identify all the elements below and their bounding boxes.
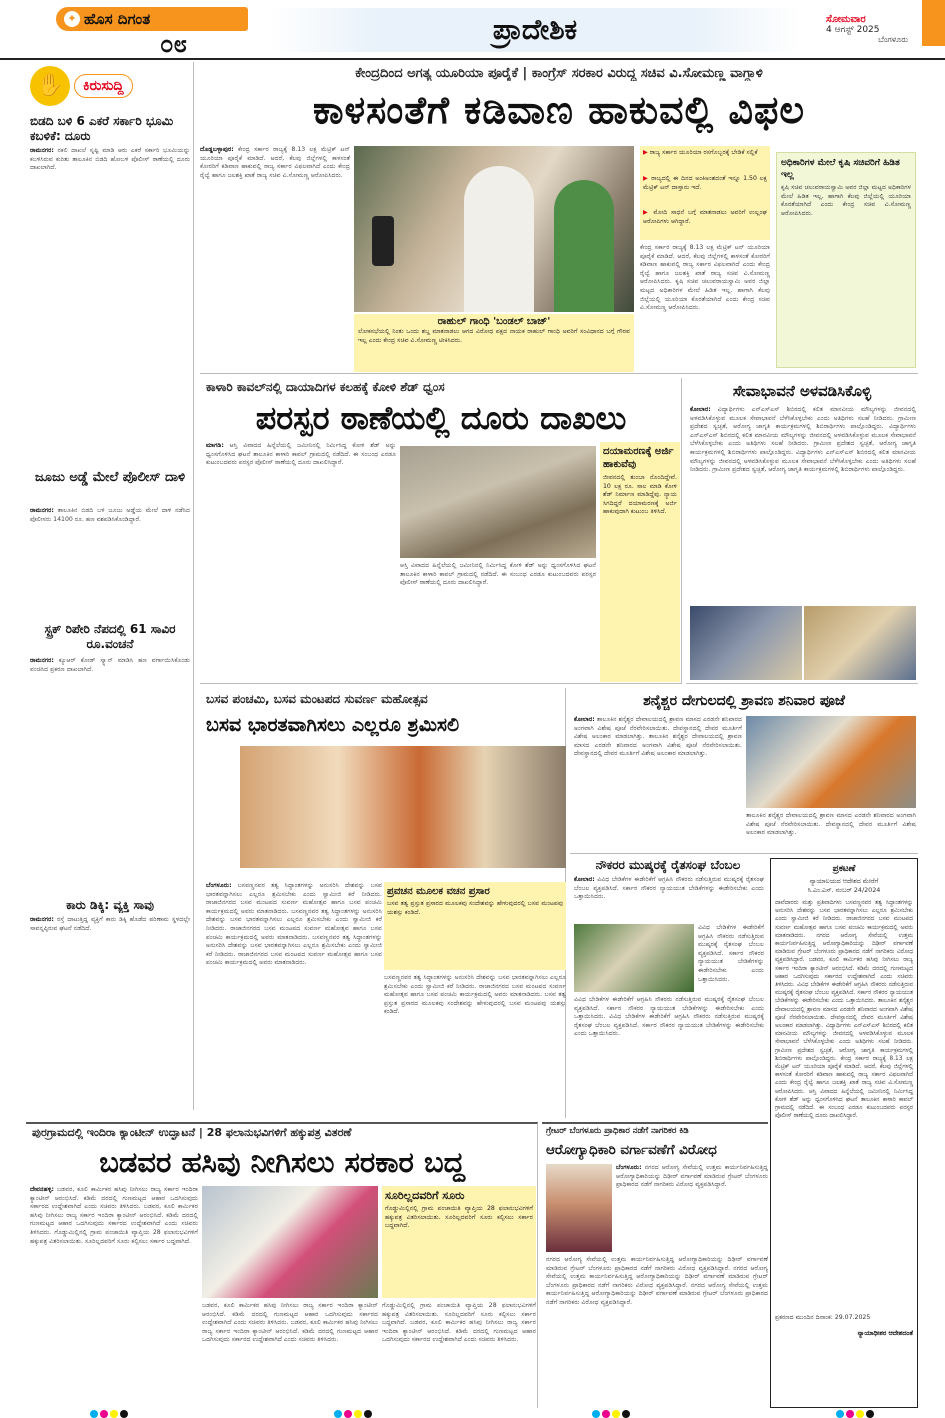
notice-body: ದಾವೆದಾರರು ಮತ್ತು ಪ್ರತಿವಾದಿಗಳು ಬಸವಣ್ಣನವರ ತತ್ವ ಸಿದ್ಧಾಂತಗಳನ್ನು ಅನುಸರಿಸಿ ದೇಶವನ್ನು ಬಸವ ಭಾರತವನ್ನಾಗಿಸಲು ಎಲ್ಲರೂ ಶ್ರಮಿಸಬೇಕು ಎಂದು ಸ್ವಾಮೀಜಿ ಕರೆ ನೀಡಿದರು. ರಾಜಾಜಿನಗರದ ಬಸವ ಮಂಟಪದ ಸುವರ್ಣ ಮಹೋತ್ಸವ ಹಾಗೂ ಬಸವ ಪಂಚಮಿ ಕಾರ್ಯಕ್ರಮದಲ್ಲಿ ಅವರು ಮಾತನಾಡಿದರು. ನಗರದ ಆರೋಗ್ಯ ಸೇವೆಯಲ್ಲಿ ಉತ್ತಮ ಕಾರ್ಯನಿರ್ವಹಿಸುತ್ತಿದ್ದ ಆರೋಗ್ಯಾಧಿಕಾರಿಯನ್ನು ದಿಢೀರ್ ವರ್ಗಾವಣೆ ಮಾಡಿರುವ ಗ್ರೇಟರ್ ಬೆಂಗಳೂರು ಪ್ರಾಧಿಕಾರದ ನಡೆಗೆ ನಾಗರಿಕರು ವಿರೋಧ ವ್ಯಕ್ತಪಡಿಸಿದ್ದಾರೆ. ಬಡವರ, ಕೂಲಿ ಕಾರ್ಮಿಕರ ಹಸಿವು ನೀಗಿಸಲು ರಾಜ್ಯ ಸರ್ಕಾರ ಇಂದಿರಾ ಕ್ಯಾಂಟೀನ್ ಆರಂಭಿಸಿದೆ. ಕಡಿಮೆ ದರದಲ್ಲಿ ಗುಣಮಟ್ಟದ ಆಹಾರ ಒದಗಿಸುವುದು ಸರ್ಕಾರದ ಉದ್ದೇಶವಾಗಿದೆ ಎಂದು ಸಚಿವರು ತಿಳಿಸಿದರು. ವಿವಿಧ ಬೇಡಿಕೆಗಳ ಈಡೇರಿಕೆಗೆ ಆಗ್ರಹಿಸಿ ನೌಕರರು ನಡೆಸುತ್ತಿರುವ ಮುಷ್ಕರಕ್ಕೆ ರೈತಸಂಘ ಬೆಂಬಲ ವ್ಯಕ್ತಪಡಿಸಿದೆ. ಸರ್ಕಾರ ನೌಕರರ ನ್ಯಾಯಯುತ ಬೇಡಿಕೆಗಳನ್ನು ಈಡೇರಿಸಬೇಕು ಎಂದು ಒತ್ತಾಯಿಸಿದರು. ತಾಲೂಕಿನ ಶನೈಶ್ಚರ ದೇವಾಲಯದಲ್ಲಿ ಶ್ರಾವಣ ಮಾಸದ ಎರಡನೇ ಶನಿವಾರದ ಅಂಗವಾಗಿ ವಿಶೇಷ ಪೂಜೆ ನೆರವೇರಿಸಲಾಯಿತು. ದೇವಸ್ಥಾನದಲ್ಲಿ ದೇವರ ಮೂರ್ತಿಗೆ ವಿಶೇಷ ಅಲಂಕಾರ ಮಾಡಲಾಗಿತ್ತು. ವಿದ್ಯಾರ್ಥಿಗಳು ಎನ್‌ಎಸ್‌ಎಸ್ ಶಿಬಿರದಲ್ಲಿ ಕಲಿತ ಮಾನವೀಯ ಮೌಲ್ಯಗಳನ್ನು ಜೀವನದಲ್ಲಿ ಅಳವಡಿಸಿಕೊಳ್ಳುವ ಮೂಲಕ ಸೇವಾಭಾವನೆ ಬೆಳೆಸಿಕೊಳ್ಳಬೇಕು ಎಂದು ಅತಿಥಿಗಳು ಸಲಹೆ ನೀಡಿದರು. ಗ್ರಾಮೀಣ ಪ್ರದೇಶದ ಸ್ವಚ್ಛತೆ, ಆರೋಗ್ಯ ಜಾಗೃತಿ ಕಾರ್ಯಕ್ರಮಗಳಲ್ಲಿ ಶಿಬಿರಾರ್ಥಿಗಳು ಪಾಲ್ಗೊಂಡಿದ್ದರು. ಕೇಂದ್ರ ಸರ್ಕಾರ ರಾಜ್ಯಕ್ಕೆ 8.13 ಲಕ್ಷ ಮೆಟ್ರಿಕ್ ಟನ್ ಯೂರಿಯಾ ಪೂರೈಕೆ ಮಾಡಿದೆ. ಆದರೆ, ಕೆಲವು ಜಿಲ್ಲೆಗಳಲ್ಲಿ ಕಾಳಸಂತೆ ಕೋರರಿಗೆ ಕಡಿವಾಣ ಹಾಕುವಲ್ಲಿ ರಾಜ್ಯ ಸರ್ಕಾರ ವಿಫಲವಾಗಿದೆ ಎಂದು ಕೇಂದ್ರ ರೈಲ್ವೆ ಹಾಗೂ ಜಲಶಕ್ತಿ ಖಾತೆ ರಾಜ್ಯ ಸಚಿವ ವಿ.ಸೋಮಣ್ಣ ಆರೋಪಿಸಿದರು. ಆಸ್ತಿ ವಿವಾದದ ಹಿನ್ನೆಲೆಯಲ್ಲಿ ಜಮೀನಿನಲ್ಲಿ ನಿರ್ಮಿಸಿದ್ದ ಕೋಳಿ ಶೆಡ್ ಅನ್ನು ಧ್ವಂಸಗೊಳಿಸಿದ ಘಟನೆ ತಾಲೂಕಿನ ಕಾಳಾರಿ ಕಾವಲ್ ಗ್ರಾಮದಲ್ಲಿ ನಡೆದಿದೆ. ಈ ಸಂಬಂಧ ಎರಡೂ ಕುಟುಂಬದವರು ಪರಸ್ಪರ ಪೊಲೀಸ್ ಠಾಣೆಯಲ್ಲಿ ದೂರು ದಾಖಲಿಸಿದ್ದಾರೆ. (775, 900, 913, 1120)
registration-marks (836, 1410, 876, 1418)
dateline: ಕೋಲಾರ: (574, 716, 595, 723)
date-block (826, 14, 916, 45)
lead-bullets (640, 146, 770, 240)
story-basava (200, 688, 566, 1118)
lead-body (200, 146, 350, 368)
body-text: ವಿದ್ಯಾರ್ಥಿಗಳು ಎನ್‌ಎಸ್‌ಎಸ್ ಶಿಬಿರದಲ್ಲಿ ಕಲಿತ ಮಾನವೀಯ ಮೌಲ್ಯಗಳನ್ನು ಜೀವನದಲ್ಲಿ ಅಳವಡಿಸಿಕೊಳ್ಳುವ ಮೂಲಕ ಸೇವಾಭಾವನೆ ಬೆಳೆಸಿಕೊಳ್ಳಬೇಕು ಎಂದು ಅತಿಥಿಗಳು ಸಲಹೆ ನೀಡಿದರು. ಗ್ರಾಮೀಣ ಪ್ರದೇಶದ ಸ್ವಚ್ಛತೆ, ಆರೋಗ್ಯ ಜಾಗೃತಿ ಕಾರ್ಯಕ್ರಮಗಳಲ್ಲಿ ಶಿಬಿರಾರ್ಥಿಗಳು ಪಾಲ್ಗೊಂಡಿದ್ದರು. (690, 406, 916, 431)
page-number: ೦೮ (160, 30, 187, 58)
story-body-continued: ಆಸ್ತಿ ವಿವಾದದ ಹಿನ್ನೆಲೆಯಲ್ಲಿ ಜಮೀನಿನಲ್ಲಿ ನಿರ್ಮಿಸಿದ್ದ ಕೋಳಿ ಶೆಡ್ ಅನ್ನು ಧ್ವಂಸಗೊಳಿಸಿದ ಘಟನೆ ತಾಲೂಕಿನ ಕಾಳಾರಿ ಕಾವಲ್ ಗ್ರಾಮದಲ್ಲಿ ನಡೆದಿದೆ. ಈ ಸಂಬಂಧ ಎರಡೂ ಕುಟುಂಬದವರು ಪರಸ್ಪರ ಪೊಲೀಸ್ ಠಾಣೆಯಲ್ಲಿ ದೂರು ದಾಖಲಿಸಿದ್ದಾರೆ. (400, 562, 596, 587)
dateline: ಕೋಲಾರ: (690, 406, 711, 413)
dateline: ಬೆಂಗಳೂರು: (206, 882, 232, 889)
short-news-body (30, 147, 190, 443)
body-text: ಬಸವಣ್ಣನವರ ತತ್ವ ಸಿದ್ಧಾಂತಗಳನ್ನು ಅನುಸರಿಸಿ ದೇಶವನ್ನು ಬಸವ ಭಾರತವನ್ನಾಗಿಸಲು ಎಲ್ಲರೂ ಶ್ರಮಿಸಬೇಕು ಎಂದು ಸ್ವಾಮೀಜಿ ಕರೆ ನೀಡಿದರು. ರಾಜಾಜಿನಗರದ ಬಸವ ಮಂಟಪದ ಸುವರ್ಣ ಮಹೋತ್ಸವ ಹಾಗೂ ಬಸವ ಪಂಚಮಿ ಕಾರ್ಯಕ್ರಮದಲ್ಲಿ ಅವರು ಮಾತನಾಡಿದರು. (206, 882, 382, 915)
bullet-item: ▶ ರಾಜ್ಯದಲ್ಲಿ ಈ ದಿನದ ಅಂಕಿಅಂಶದಂತೆ ಇನ್ನೂ 1.50 ಲಕ್ಷ ಮೆಟ್ರಿಕ್ ಟನ್ ದಾಸ್ತಾನು ಇದೆ. (643, 175, 767, 191)
story-strike (570, 856, 766, 1118)
caption-text: ಲೋಕಸಭೆಯಲ್ಲಿ ನಿಂತು ಒಂದು ಶಬ್ದ ಮಾತನಾಡಲು ಆಗದ ವಿರೋಧ ಪಕ್ಷದ ನಾಯಕ ರಾಹುಲ್ ಗಾಂಧಿ ಅವರಿಗೆ ಸಂವಿಧಾನದ ಬಗ್ಗೆ ಗೌರವ ಇಲ್ಲ ಎಂದು ಕೇಂದ್ರ ಸಚಿವ ವಿ.ಸೋಮಣ್ಣ ಟೀಕಿಸಿದರು. (358, 328, 630, 344)
short-news-title: ಜೂಜು ಅಡ್ಡೆ ಮೇಲೆ ಪೊಲೀಸ್ ದಾಳಿ (34, 470, 186, 485)
body-text: ರಸ್ತೆ ದಾಟುತ್ತಿದ್ದ ವ್ಯಕ್ತಿಗೆ ಕಾರು ಡಿಕ್ಕಿ ಹೊಡೆದ ಪರಿಣಾಮ ಸ್ಥಳದಲ್ಲೇ ಸಾವನ್ನಪ್ಪಿರುವ ಘಟನೆ ನಡೆದಿದೆ. (30, 916, 190, 932)
lead-sidebar (776, 152, 916, 368)
legal-notice (770, 858, 918, 1408)
box-title: ದಯಾಮರಣಕ್ಕೆ ಅರ್ಜಿ ಹಾಕುವೆವು (603, 446, 674, 470)
officer-photo (546, 1164, 612, 1252)
box-title: ಪ್ರವಚನ ಮೂಲಕ ವಚನ ಪ್ರಸಾರ (387, 886, 490, 897)
story-temple (570, 688, 918, 854)
story-canteen (26, 1122, 538, 1408)
magenta-dot (602, 1410, 610, 1418)
yellow-dot (612, 1410, 620, 1418)
story-service (686, 378, 918, 684)
lead-kicker: ಕೇಂದ್ರದಿಂದ ಅಗತ್ಯ ಯೂರಿಯಾ ಪೂರೈಕೆ | ಕಾಂಗ್ರೆಸ್ ಸರಕಾರ ವಿರುದ್ಧ ಸಚಿವ ವಿ.ಸೋಮಣ್ಣ ವಾಗ್ದಾಳಿ (355, 66, 763, 81)
section-banner (270, 8, 800, 52)
black-dot (622, 1410, 630, 1418)
black-dot (866, 1410, 874, 1418)
story-body-continued: ನಗರದ ಆರೋಗ್ಯ ಸೇವೆಯಲ್ಲಿ ಉತ್ತಮ ಕಾರ್ಯನಿರ್ವಹಿಸುತ್ತಿದ್ದ ಆರೋಗ್ಯಾಧಿಕಾರಿಯನ್ನು ದಿಢೀರ್ ವರ್ಗಾವಣೆ ಮಾಡಿರುವ ಗ್ರೇಟರ್ ಬೆಂಗಳೂರು ಪ್ರಾಧಿಕಾರದ ನಡೆಗೆ ನಾಗರಿಕರು ವಿರೋಧ ವ್ಯಕ್ತಪಡಿಸಿದ್ದಾರೆ. ನಗರದ ಆರೋಗ್ಯ ಸೇವೆಯಲ್ಲಿ ಉತ್ತಮ ಕಾರ್ಯನಿರ್ವಹಿಸುತ್ತಿದ್ದ ಆರೋಗ್ಯಾಧಿಕಾರಿಯನ್ನು ದಿಢೀರ್ ವರ್ಗಾವಣೆ ಮಾಡಿರುವ ಗ್ರೇಟರ್ ಬೆಂಗಳೂರು ಪ್ರಾಧಿಕಾರದ ನಡೆಗೆ ನಾಗರಿಕರು ವಿರೋಧ ವ್ಯಕ್ತಪಡಿಸಿದ್ದಾರೆ. ನಗರದ ಆರೋಗ್ಯ ಸೇವೆಯಲ್ಲಿ ಉತ್ತಮ ಕಾರ್ಯನಿರ್ವಹಿಸುತ್ತಿದ್ದ ಆರೋಗ್ಯಾಧಿಕಾರಿಯನ್ನು ದಿಢೀರ್ ವರ್ಗಾವಣೆ ಮಾಡಿರುವ ಗ್ರೇಟರ್ ಬೆಂಗಳೂರು ಪ್ರಾಧಿಕಾರದ ನಡೆಗೆ ನಾಗರಿಕರು ವಿರೋಧ ವ್ಯಕ್ತಪಡಿಸಿದ್ದಾರೆ. (546, 1256, 768, 1306)
dateline: ದೇವನಹಳ್ಳಿ: (30, 1186, 54, 1193)
bullet-item: ▶ ಮೋದಿ ಸಾಧನೆ ಬಗ್ಗೆ ಮಾತನಾಡಲು ಅವರಿಗೆ ಉಲ್ಲಂಘ ಆರೋಪಿಗಳು ಆಗಿದ್ದಾರೆ. (643, 209, 767, 225)
cyan-dot (592, 1410, 600, 1418)
story-body (616, 1164, 768, 1252)
short-news-body (30, 657, 190, 903)
story-body (574, 876, 764, 920)
short-news-title: ಬಿಡದಿ ಬಳಿ 6 ಎಕರೆ ಸರ್ಕಾರಿ ಭೂಮಿ ಕಬಳಿಕೆ: ದೂರು (30, 114, 174, 143)
notice-title: ಪ್ರಕಟಣೆ (832, 864, 856, 874)
story-kicker: ಬಸವ ಪಂಚಮಿ, ಬಸವ ಮಂಟಪದ ಸುವರ್ಣ ಮಹೋತ್ಸವ (206, 692, 428, 706)
city: ಬೆಂಗಳೂರು (878, 35, 908, 44)
story-box (382, 1186, 536, 1298)
registration-marks (592, 1410, 632, 1418)
lead-photo (354, 146, 634, 312)
story-body: ಕೋಲಾರ: ತಾಲೂಕಿನ ಶನೈಶ್ಚರ ದೇವಾಲಯದಲ್ಲಿ ಶ್ರಾವಣ ಮಾಸದ ಎರಡನೇ ಶನಿವಾರದ ಅಂಗವಾಗಿ ವಿಶೇಷ ಪೂಜೆ ನೆರವೇರಿಸಲಾಯಿತು. ದೇವಸ್ಥಾನದಲ್ಲಿ ದೇವರ ಮೂರ್ತಿಗೆ ವಿಶೇಷ ಅಲಂಕಾರ ಮಾಡಲಾಗಿತ್ತು. ತಾಲೂಕಿನ ಶನೈಶ್ಚರ ದೇವಾಲಯದಲ್ಲಿ ಶ್ರಾವಣ ಮಾಸದ ಎರಡನೇ ಶನಿವಾರದ ಅಂಗವಾಗಿ ವಿಶೇಷ ಪೂಜೆ ನೆರವೇರಿಸಲಾಯಿತು. ದೇವಸ್ಥಾನದಲ್ಲಿ ದೇವರ ಮೂರ್ತಿಗೆ ವಿಶೇಷ ಅಲಂಕಾರ ಮಾಡಲಾಗಿತ್ತು. (574, 716, 742, 758)
registration-marks (90, 1410, 130, 1418)
hand-icon: ✋ (30, 66, 70, 106)
ceremony-photo (240, 746, 566, 868)
short-news-4 (30, 898, 190, 1104)
body-text: ತಾಲೂಕಿನ ಶನೈಶ್ಚರ ದೇವಾಲಯದಲ್ಲಿ ಶ್ರಾವಣ ಮಾಸದ ಎರಡನೇ ಶನಿವಾರದ ಅಂಗವಾಗಿ ವಿಶೇಷ ಪೂಜೆ ನೆರವೇರಿಸಲಾಯಿತು. ದೇವಸ್ಥಾನದಲ್ಲಿ ದೇವರ ಮೂರ್ತಿಗೆ ವಿಶೇಷ ಅಲಂಕಾರ ಮಾಡಲಾಗಿತ್ತು. (574, 716, 742, 741)
lead-body-continued: ಕೇಂದ್ರ ಸರ್ಕಾರ ರಾಜ್ಯಕ್ಕೆ 8.13 ಲಕ್ಷ ಮೆಟ್ರಿಕ್ ಟನ್ ಯೂರಿಯಾ ಪೂರೈಕೆ ಮಾಡಿದೆ. ಆದರೆ, ಕೆಲವು ಜಿಲ್ಲೆಗಳಲ್ಲಿ ಕಾಳಸಂತೆ ಕೋರರಿಗೆ ಕಡಿವಾಣ ಹಾಕುವಲ್ಲಿ ರಾಜ್ಯ ಸರ್ಕಾರ ವಿಫಲವಾಗಿದೆ ಎಂದು ಕೇಂದ್ರ ರೈಲ್ವೆ ಹಾಗೂ ಜಲಶಕ್ತಿ ಖಾತೆ ರಾಜ್ಯ ಸಚಿವ ವಿ.ಸೋಮಣ್ಣ ಆರೋಪಿಸಿದರು. ಕೃಷಿ ಸಚಿವ ಚಲುವರಾಯಸ್ವಾಮಿ ಅವರ ಜಿಲ್ಲಾ ಮಟ್ಟದ ಅಧಿಕಾರಿಗಳ ಮೇಲೆ ಹಿಡಿತ ಇಲ್ಲ. ಹಾಗಾಗಿ ಕೆಲವು ಜಿಲ್ಲೆಯಲ್ಲಿ ಯೂರಿಯಾ ಕೊರತೆಯಾಗಿದೆ ಎಂದು ಕೇಂದ್ರ ಸಚಿವ ವಿ.ಸೋಮಣ್ಣ ಆರೋಪಿಸಿದರು. (640, 244, 770, 312)
box-body: ಜೀವನದಲ್ಲಿ ತುಂಬಾ ನೊಂದಿದ್ದೇವೆ. 10 ಲಕ್ಷ ರೂ. ಸಾಲ ಮಾಡಿ ಕೋಳಿ ಶೆಡ್ ನಿರ್ಮಾಣ ಮಾಡಿದ್ದೆವು. ನ್ಯಾಯ ಸಿಗದಿದ್ದರೆ ದಯಾಮರಣಕ್ಕೆ ಅರ್ಜಿ ಹಾಕುವುದಾಗಿ ಕುಟುಂಬ ತಿಳಿಸಿದೆ. (603, 474, 677, 516)
story-poultry-shed (200, 378, 682, 684)
body-text: ತಾಲೂಕಿನ ಬಿಡದಿ ಬಳಿ ಜೂಜು ಅಡ್ಡೆಯ ಮೇಲೆ ದಾಳಿ ನಡೆಸಿದ ಪೊಲೀಸರು 14100 ರೂ. ಹಣ ವಶಪಡಿಸಿಕೊಂಡಿದ್ದಾರೆ. (30, 507, 190, 523)
yellow-dot (354, 1410, 362, 1418)
microphone-icon (372, 216, 394, 266)
lead-headline: ಕಾಳಸಂತೆಗೆ ಕಡಿವಾಣ ಹಾಕುವಲ್ಲಿ ವಿಫಲ (313, 88, 805, 132)
magenta-dot (846, 1410, 854, 1418)
date: 4 ಆಗಸ್ಟ್ 2025 (826, 25, 880, 35)
story-body-continued: ಗೊಡ್ಡುಮಿಲ್ಲಿನಲ್ಲಿ ಗ್ರಾಮ ಪಂಚಾಯಿತಿ ವ್ಯಾಪ್ತಿಯ 28 ಫಲಾನುಭವಿಗಳಿಗೆ ಹಕ್ಕುಪತ್ರ ವಿತರಿಸಲಾಯಿತು. ಸೂರಿಲ್ಲದವರಿಗೆ ಸೂರು ಕಲ್ಪಿಸಲು ಸರ್ಕಾರ ಬದ್ಧವಾಗಿದೆ. ಬಡವರ, ಕೂಲಿ ಕಾರ್ಮಿಕರ ಹಸಿವು ನೀಗಿಸಲು ರಾಜ್ಯ ಸರ್ಕಾರ ಇಂದಿರಾ ಕ್ಯಾಂಟೀನ್ ಆರಂಭಿಸಿದೆ. ಕಡಿಮೆ ದರದಲ್ಲಿ ಗುಣಮಟ್ಟದ ಆಹಾರ ಒದಗಿಸುವುದು ಸರ್ಕಾರದ ಉದ್ದೇಶವಾಗಿದೆ ಎಂದು ಸಚಿವರು ತಿಳಿಸಿದರು. (382, 1302, 536, 1344)
short-news-body (30, 916, 190, 1104)
story-body: ಕೋಲಾರ: ವಿದ್ಯಾರ್ಥಿಗಳು ಎನ್‌ಎಸ್‌ಎಸ್ ಶಿಬಿರದಲ್ಲಿ ಕಲಿತ ಮಾನವೀಯ ಮೌಲ್ಯಗಳನ್ನು ಜೀವನದಲ್ಲಿ ಅಳವಡಿಸಿಕೊಳ್ಳುವ ಮೂಲಕ ಸೇವಾಭಾವನೆ ಬೆಳೆಸಿಕೊಳ್ಳಬೇಕು ಎಂದು ಅತಿಥಿಗಳು ಸಲಹೆ ನೀಡಿದರು. ಗ್ರಾಮೀಣ ಪ್ರದೇಶದ ಸ್ವಚ್ಛತೆ, ಆರೋಗ್ಯ ಜಾಗೃತಿ ಕಾರ್ಯಕ್ರಮಗಳಲ್ಲಿ ಶಿಬಿರಾರ್ಥಿಗಳು ಪಾಲ್ಗೊಂಡಿದ್ದರು. ವಿದ್ಯಾರ್ಥಿಗಳು ಎನ್‌ಎಸ್‌ಎಸ್ ಶಿಬಿರದಲ್ಲಿ ಕಲಿತ ಮಾನವೀಯ ಮೌಲ್ಯಗಳನ್ನು ಜೀವನದಲ್ಲಿ ಅಳವಡಿಸಿಕೊಳ್ಳುವ ಮೂಲಕ ಸೇವಾಭಾವನೆ ಬೆಳೆಸಿಕೊಳ್ಳಬೇಕು ಎಂದು ಅತಿಥಿಗಳು ಸಲಹೆ ನೀಡಿದರು. ಗ್ರಾಮೀಣ ಪ್ರದೇಶದ ಸ್ವಚ್ಛತೆ, ಆರೋಗ್ಯ ಜಾಗೃತಿ ಕಾರ್ಯಕ್ರಮಗಳಲ್ಲಿ ಶಿಬಿರಾರ್ಥಿಗಳು ಪಾಲ್ಗೊಂಡಿದ್ದರು. ವಿದ್ಯಾರ್ಥಿಗಳು ಎನ್‌ಎಸ್‌ಎಸ್ ಶಿಬಿರದಲ್ಲಿ ಕಲಿತ ಮಾನವೀಯ ಮೌಲ್ಯಗಳನ್ನು ಜೀವನದಲ್ಲಿ ಅಳವಡಿಸಿಕೊಳ್ಳುವ ಮೂಲಕ ಸೇವಾಭಾವನೆ ಬೆಳೆಸಿಕೊಳ್ಳಬೇಕು ಎಂದು ಅತಿಥಿಗಳು ಸಲಹೆ ನೀಡಿದರು. ಗ್ರಾಮೀಣ ಪ್ರದೇಶದ ಸ್ವಚ್ಛತೆ, ಆರೋಗ್ಯ ಜಾಗೃತಿ ಕಾರ್ಯಕ್ರಮಗಳಲ್ಲಿ ಶಿಬಿರಾರ್ಥಿಗಳು ಪಾಲ್ಗೊಂಡಿದ್ದರು. (690, 406, 916, 474)
cyan-dot (836, 1410, 844, 1418)
color-strip (922, 0, 945, 46)
story-headline: ಶನೈಶ್ಚರ ದೇಗುಲದಲ್ಲಿ ಶ್ರಾವಣ ಶನಿವಾರ ಪೂಜೆ (643, 693, 845, 709)
notice-line: ಸಿ.ಎಂ.ಎಸ್. ನಂಬರ್ 24/2024 (807, 886, 881, 894)
black-dot (120, 1410, 128, 1418)
story-headline: ಬಸವ ಭಾರತವಾಗಿಸಲು ಎಲ್ಲರೂ ಶ್ರಮಿಸಲಿ (206, 714, 460, 736)
lead-story (200, 62, 918, 374)
temple-photo (746, 716, 916, 808)
canteen-photo (202, 1186, 378, 1298)
short-news-body (30, 507, 190, 609)
body-text: ನಗರದ ಆರೋಗ್ಯ ಸೇವೆಯಲ್ಲಿ ಉತ್ತಮ ಕಾರ್ಯನಿರ್ವಹಿಸುತ್ತಿದ್ದ ಆರೋಗ್ಯಾಧಿಕಾರಿಯನ್ನು ದಿಢೀರ್ ವರ್ಗಾವಣೆ ಮಾಡಿರುವ ಗ್ರೇಟರ್ ಬೆಂಗಳೂರು ಪ್ರಾಧಿಕಾರದ ನಡೆಗೆ ನಾಗರಿಕರು ವಿರೋಧ ವ್ಯಕ್ತಪಡಿಸಿದ್ದಾರೆ. (616, 1164, 768, 1189)
story-body-continued: ಬಸವಣ್ಣನವರ ತತ್ವ ಸಿದ್ಧಾಂತಗಳನ್ನು ಅನುಸರಿಸಿ ದೇಶವನ್ನು ಬಸವ ಭಾರತವನ್ನಾಗಿಸಲು ಎಲ್ಲರೂ ಶ್ರಮಿಸಬೇಕು ಎಂದು ಸ್ವಾಮೀಜಿ ಕರೆ ನೀಡಿದರು. ರಾಜಾಜಿನಗರದ ಬಸವ ಮಂಟಪದ ಸುವರ್ಣ ಮಹೋತ್ಸವ ಹಾಗೂ ಬಸವ ಪಂಚಮಿ ಕಾರ್ಯಕ್ರಮದಲ್ಲಿ ಅವರು ಮಾತನಾಡಿದರು. ಬಸವ ತತ್ವ ಪ್ರಸ್ತುತ ಪ್ರಸಾರದ ಮೂಲಕವು ಸಂದೇಶವನ್ನು ಹೇಳುವುದರಲ್ಲಿ ಬಸವ ಮಂಟಪವು ಯಶಸ್ಸು ಕಂಡಿದೆ. (384, 974, 566, 1016)
story-kicker: ಗ್ರೇಟರ್ ಬೆಂಗಳೂರು ಪ್ರಾಧಿಕಾರ ನಡೆಗೆ ನಾಗರಿಕರ ಕಿಡಿ (546, 1126, 689, 1136)
story-kicker: ಕಾಳಾರಿ ಕಾವಲ್‌ನಲ್ಲಿ ದಾಯಾದಿಗಳ ಕಲಹಕ್ಕೆ ಕೋಳಿ ಶೆಡ್ ಧ್ವಂಸ (206, 380, 445, 394)
short-news-title: ಸ್ಟ್ರಕ್ ರಿಪೇರಿ ನೆಪದಲ್ಲಿ 61 ಸಾವಿರ ರೂ.ವಂಚನೆ (44, 622, 176, 651)
body-text: ವಿವಿಧ ಬೇಡಿಕೆಗಳ ಈಡೇರಿಕೆಗೆ ಆಗ್ರಹಿಸಿ ನೌಕರರು ನಡೆಸುತ್ತಿರುವ ಮುಷ್ಕರಕ್ಕೆ ರೈತಸಂಘ ಬೆಂಬಲ ವ್ಯಕ್ತಪಡಿಸಿದೆ. ಸರ್ಕಾರ ನೌಕರರ ನ್ಯಾಯಯುತ ಬೇಡಿಕೆಗಳನ್ನು ಈಡೇರಿಸಬೇಕು ಎಂದು ಒತ್ತಾಯಿಸಿದರು. (574, 876, 764, 901)
story-body-continued: ವಿವಿಧ ಬೇಡಿಕೆಗಳ ಈಡೇರಿಕೆಗೆ ಆಗ್ರಹಿಸಿ ನೌಕರರು ನಡೆಸುತ್ತಿರುವ ಮುಷ್ಕರಕ್ಕೆ ರೈತಸಂಘ ಬೆಂಬಲ ವ್ಯಕ್ತಪಡಿಸಿದೆ. ಸರ್ಕಾರ ನೌಕರರ ನ್ಯಾಯಯುತ ಬೇಡಿಕೆಗಳನ್ನು ಈಡೇರಿಸಬೇಕು ಎಂದು ಒತ್ತಾಯಿಸಿದರು. (698, 924, 764, 983)
short-news-header (30, 66, 190, 106)
body-text: ಆಸ್ತಿ ವಿವಾದದ ಹಿನ್ನೆಲೆಯಲ್ಲಿ ಜಮೀನಿನಲ್ಲಿ ನಿರ್ಮಿಸಿದ್ದ ಕೋಳಿ ಶೆಡ್ ಅನ್ನು ಧ್ವಂಸಗೊಳಿಸಿದ ಘಟನೆ ತಾಲೂಕಿನ ಕಾಳಾರಿ ಕಾವಲ್ ಗ್ರಾಮದಲ್ಲಿ ನಡೆದಿದೆ. ಈ ಸಂಬಂಧ ಎರಡೂ ಕುಟುಂಬದವರು ಪರಸ್ಪರ ಪೊಲೀಸ್ ಠಾಣೆಯಲ್ಲಿ ದೂರು ದಾಖಲಿಸಿದ್ದಾರೆ. (206, 442, 396, 467)
dateline: ಬೆಂಗಳೂರು: (616, 1164, 642, 1171)
story-health-officer (542, 1122, 768, 1408)
dateline: ದೊಡ್ಡಬಳ್ಳಾಪುರ: (200, 146, 234, 153)
story-body: ಬೆಂಗಳೂರು: ಬಸವಣ್ಣನವರ ತತ್ವ ಸಿದ್ಧಾಂತಗಳನ್ನು ಅನುಸರಿಸಿ ದೇಶವನ್ನು ಬಸವ ಭಾರತವನ್ನಾಗಿಸಲು ಎಲ್ಲರೂ ಶ್ರಮಿಸಬೇಕು ಎಂದು ಸ್ವಾಮೀಜಿ ಕರೆ ನೀಡಿದರು. ರಾಜಾಜಿನಗರದ ಬಸವ ಮಂಟಪದ ಸುವರ್ಣ ಮಹೋತ್ಸವ ಹಾಗೂ ಬಸವ ಪಂಚಮಿ ಕಾರ್ಯಕ್ರಮದಲ್ಲಿ ಅವರು ಮಾತನಾಡಿದರು. ಬಸವಣ್ಣನವರ ತತ್ವ ಸಿದ್ಧಾಂತಗಳನ್ನು ಅನುಸರಿಸಿ ದೇಶವನ್ನು ಬಸವ ಭಾರತವನ್ನಾಗಿಸಲು ಎಲ್ಲರೂ ಶ್ರಮಿಸಬೇಕು ಎಂದು ಸ್ವಾಮೀಜಿ ಕರೆ ನೀಡಿದರು. ರಾಜಾಜಿನಗರದ ಬಸವ ಮಂಟಪದ ಸುವರ್ಣ ಮಹೋತ್ಸವ ಹಾಗೂ ಬಸವ ಪಂಚಮಿ ಕಾರ್ಯಕ್ರಮದಲ್ಲಿ ಅವರು ಮಾತನಾಡಿದರು. ಬಸವಣ್ಣನವರ ತತ್ವ ಸಿದ್ಧಾಂತಗಳನ್ನು ಅನುಸರಿಸಿ ದೇಶವನ್ನು ಬಸವ ಭಾರತವನ್ನಾಗಿಸಲು ಎಲ್ಲರೂ ಶ್ರಮಿಸಬೇಕು ಎಂದು ಸ್ವಾಮೀಜಿ ಕರೆ ನೀಡಿದರು. ರಾಜಾಜಿನಗರದ ಬಸವ ಮಂಟಪದ ಸುವರ್ಣ ಮಹೋತ್ಸವ ಹಾಗೂ ಬಸವ ಪಂಚಮಿ ಕಾರ್ಯಕ್ರಮದಲ್ಲಿ ಅವರು ಮಾತನಾಡಿದರು. (206, 882, 382, 967)
dateline: ರಾಮನಗರ: (30, 147, 54, 154)
story-box (600, 442, 680, 682)
story-headline: ಬಡವರ ಹಸಿವು ನೀಗಿಸಲು ಸರಕಾರ ಬದ್ಧ (99, 1145, 465, 1179)
story-body-continued: ಬಡವರ, ಕೂಲಿ ಕಾರ್ಮಿಕರ ಹಸಿವು ನೀಗಿಸಲು ರಾಜ್ಯ ಸರ್ಕಾರ ಇಂದಿರಾ ಕ್ಯಾಂಟೀನ್ ಆರಂಭಿಸಿದೆ. ಕಡಿಮೆ ದರದಲ್ಲಿ ಗುಣಮಟ್ಟದ ಆಹಾರ ಒದಗಿಸುವುದು ಸರ್ಕಾರದ ಉದ್ದೇಶವಾಗಿದೆ ಎಂದು ಸಚಿವರು ತಿಳಿಸಿದರು. ಬಡವರ, ಕೂಲಿ ಕಾರ್ಮಿಕರ ಹಸಿವು ನೀಗಿಸಲು ರಾಜ್ಯ ಸರ್ಕಾರ ಇಂದಿರಾ ಕ್ಯಾಂಟೀನ್ ಆರಂಭಿಸಿದೆ. ಕಡಿಮೆ ದರದಲ್ಲಿ ಗುಣಮಟ್ಟದ ಆಹಾರ ಒದಗಿಸುವುದು ಸರ್ಕಾರದ ಉದ್ದೇಶವಾಗಿದೆ ಎಂದು ಸಚಿವರು ತಿಳಿಸಿದರು. (202, 1302, 378, 1344)
shed-photo (400, 446, 596, 558)
short-news-title: ಕಾರು ಡಿಕ್ಕಿ: ವ್ಯಕ್ತಿ ಸಾವು (66, 898, 154, 912)
box-body: ಗೊಡ್ಡುಮಿಲ್ಲಿನಲ್ಲಿ ಗ್ರಾಮ ಪಂಚಾಯಿತಿ ವ್ಯಾಪ್ತಿಯ 28 ಫಲಾನುಭವಿಗಳಿಗೆ ಹಕ್ಕುಪತ್ರ ವಿತರಿಸಲಾಯಿತು. ಸೂರಿಲ್ಲದವರಿಗೆ ಸೂರು ಕಲ್ಪಿಸಲು ಸರ್ಕಾರ ಬದ್ಧವಾಗಿದೆ. (385, 1205, 533, 1230)
short-news-1 (30, 114, 190, 443)
left-column (26, 62, 194, 1110)
cyan-dot (90, 1410, 98, 1418)
black-dot (364, 1410, 372, 1418)
weekday: ಸೋಮವಾರ (826, 14, 866, 25)
magenta-dot (344, 1410, 352, 1418)
cyan-dot (334, 1410, 342, 1418)
notice-signature: ನ್ಯಾಯಾಧೀಶರ ಆದೇಶದಂತೆ (857, 1329, 913, 1337)
lead-photo-caption (354, 314, 634, 372)
box-title: ಸೂರಿಲ್ಲದವರಿಗೆ ಸೂರು (385, 1189, 465, 1202)
magenta-dot (100, 1410, 108, 1418)
story-box (384, 882, 566, 970)
story-headline: ಸೇವಾಭಾವನೆ ಅಳವಡಿಸಿಕೊಳ್ಳಿ (732, 382, 872, 400)
story-headline: ಆರೋಗ್ಯಾಧಿಕಾರಿ ವರ್ಗಾವಣೆಗೆ ವಿರೋಧ (546, 1142, 717, 1158)
short-news-2 (30, 470, 190, 609)
event-photo (690, 606, 802, 680)
dateline: ಮಾಗಡಿ: (206, 442, 224, 449)
short-news-3 (30, 622, 190, 903)
dateline: ಕೋಲಾರ: (574, 876, 595, 883)
story-body-continued: ವಿವಿಧ ಬೇಡಿಕೆಗಳ ಈಡೇರಿಕೆಗೆ ಆಗ್ರಹಿಸಿ ನೌಕರರು ನಡೆಸುತ್ತಿರುವ ಮುಷ್ಕರಕ್ಕೆ ರೈತಸಂಘ ಬೆಂಬಲ ವ್ಯಕ್ತಪಡಿಸಿದೆ. ಸರ್ಕಾರ ನೌಕರರ ನ್ಯಾಯಯುತ ಬೇಡಿಕೆಗಳನ್ನು ಈಡೇರಿಸಬೇಕು ಎಂದು ಒತ್ತಾಯಿಸಿದರು. ವಿವಿಧ ಬೇಡಿಕೆಗಳ ಈಡೇರಿಕೆಗೆ ಆಗ್ರಹಿಸಿ ನೌಕರರು ನಡೆಸುತ್ತಿರುವ ಮುಷ್ಕರಕ್ಕೆ ರೈತಸಂಘ ಬೆಂಬಲ ವ್ಯಕ್ತಪಡಿಸಿದೆ. ಸರ್ಕಾರ ನೌಕರರ ನ್ಯಾಯಯುತ ಬೇಡಿಕೆಗಳನ್ನು ಈಡೇರಿಸಬೇಕು ಎಂದು ಒತ್ತಾಯಿಸಿದರು. (574, 996, 764, 1038)
story-headline: ನೌಕರರ ಮುಷ್ಕರಕ್ಕೆ ರೈತಸಂಘ ಬೆಂಬಲ (595, 858, 741, 872)
bullet-item: ▶ ರಾಜ್ಯ ಸರ್ಕಾರ ಯೂರಿಯಾ ರಸಗೊಬ್ಬರಕ್ಕೆ ಬೇಡಿಕೆ ಸಲ್ಲಿಕೆ (643, 149, 758, 156)
photo-caption: ತಾಲೂಕಿನ ಶನೈಶ್ಚರ ದೇವಾಲಯದಲ್ಲಿ ಶ್ರಾವಣ ಮಾಸದ ಎರಡನೇ ಶನಿವಾರದ ಅಂಗವಾಗಿ ವಿಶೇಷ ಪೂಜೆ ನೆರವೇರಿಸಲಾಯಿತು. ದೇವಸ್ಥಾನದಲ್ಲಿ ದೇವರ ಮೂರ್ತಿಗೆ ವಿಶೇಷ ಅಲಂಕಾರ ಮಾಡಲಾಗಿತ್ತು. (746, 812, 916, 837)
sidebar-title: ಅಧಿಕಾರಿಗಳ ಮೇಲೆ ಕೃಷಿ ಸಚಿವರಿಗೆ ಹಿಡಿತ ಇಲ್ಲ (781, 158, 900, 180)
registration-marks (334, 1410, 374, 1418)
box-body: ಬಸವ ತತ್ವ ಪ್ರಸ್ತುತ ಪ್ರಸಾರದ ಮೂಲಕವು ಸಂದೇಶವನ್ನು ಹೇಳುವುದರಲ್ಲಿ ಬಸವ ಮಂಟಪವು ಯಶಸ್ಸು ಕಂಡಿದೆ. (387, 900, 563, 916)
logo-bar (56, 7, 248, 31)
yellow-dot (856, 1410, 864, 1418)
dateline: ರಾಮನಗರ: (30, 657, 54, 664)
story-body (206, 442, 396, 682)
masthead (0, 0, 945, 60)
body-text: ಕೇಂದ್ರ ಸರ್ಕಾರ ರಾಜ್ಯಕ್ಕೆ 8.13 ಲಕ್ಷ ಮೆಟ್ರಿಕ್ ಟನ್ ಯೂರಿಯಾ ಪೂರೈಕೆ ಮಾಡಿದೆ. ಆದರೆ, ಕೆಲವು ಜಿಲ್ಲೆಗಳಲ್ಲಿ ಕಾಳಸಂತೆ ಕೋರರಿಗೆ ಕಡಿವಾಣ ಹಾಕುವಲ್ಲಿ ರಾಜ್ಯ ಸರ್ಕಾರ ವಿಫಲವಾಗಿದೆ ಎಂದು ಕೇಂದ್ರ ರೈಲ್ವೆ ಹಾಗೂ ಜಲಶಕ್ತಿ ಖಾತೆ ರಾಜ್ಯ ಸಚಿವ ವಿ.ಸೋಮಣ್ಣ ಆರೋಪಿಸಿದರು. (200, 146, 350, 179)
notice-line: ಪ್ರಕರಣದ ಮುಂದಿನ ದಿನಾಂಕ: 29.07.2025 (775, 1314, 871, 1321)
dateline: ರಾಮನಗರ: (30, 916, 54, 923)
body-text: ನಕಲಿ ದಾಖಲೆ ಸೃಷ್ಟಿ ಮಾಡಿ ಆರು ಎಕರೆ ಸರ್ಕಾರಿ ಭೂಮಿಯನ್ನು ಕಬಳಿಸಿರುವ ಕುರಿತು ತಾಲೂಕಿನ ಬಿಡದಿ ಹೋಬಳಿ ಪೊಲೀಸ್ ಠಾಣೆಯಲ್ಲಿ ದೂರು ದಾಖಲಾಗಿದೆ. (30, 147, 190, 172)
yellow-dot (110, 1410, 118, 1418)
story-body: ದೇವನಹಳ್ಳಿ: ಬಡವರ, ಕೂಲಿ ಕಾರ್ಮಿಕರ ಹಸಿವು ನೀಗಿಸಲು ರಾಜ್ಯ ಸರ್ಕಾರ ಇಂದಿರಾ ಕ್ಯಾಂಟೀನ್ ಆರಂಭಿಸಿದೆ. ಕಡಿಮೆ ದರದಲ್ಲಿ ಗುಣಮಟ್ಟದ ಆಹಾರ ಒದಗಿಸುವುದು ಸರ್ಕಾರದ ಉದ್ದೇಶವಾಗಿದೆ ಎಂದು ಸಚಿವರು ತಿಳಿಸಿದರು. ಬಡವರ, ಕೂಲಿ ಕಾರ್ಮಿಕರ ಹಸಿವು ನೀಗಿಸಲು ರಾಜ್ಯ ಸರ್ಕಾರ ಇಂದಿರಾ ಕ್ಯಾಂಟೀನ್ ಆರಂಭಿಸಿದೆ. ಕಡಿಮೆ ದರದಲ್ಲಿ ಗುಣಮಟ್ಟದ ಆಹಾರ ಒದಗಿಸುವುದು ಸರ್ಕಾರದ ಉದ್ದೇಶವಾಗಿದೆ ಎಂದು ಸಚಿವರು ತಿಳಿಸಿದರು. ಗೊಡ್ಡುಮಿಲ್ಲಿನಲ್ಲಿ ಗ್ರಾಮ ಪಂಚಾಯಿತಿ ವ್ಯಾಪ್ತಿಯ 28 ಫಲಾನುಭವಿಗಳಿಗೆ ಹಕ್ಕುಪತ್ರ ವಿತರಿಸಲಾಯಿತು. ಸೂರಿಲ್ಲದವರಿಗೆ ಸೂರು ಕಲ್ಪಿಸಲು ಸರ್ಕಾರ ಬದ್ಧವಾಗಿದೆ. (30, 1186, 198, 1245)
event-photo (804, 606, 916, 680)
protest-photo (574, 924, 694, 992)
sidebar-body: ಕೃಷಿ ಸಚಿವ ಚಲುವರಾಯಸ್ವಾಮಿ ಅವರ ಜಿಲ್ಲಾ ಮಟ್ಟದ ಅಧಿಕಾರಿಗಳ ಮೇಲೆ ಹಿಡಿತ ಇಲ್ಲ. ಹಾಗಾಗಿ ಕೆಲವು ಜಿಲ್ಲೆಯಲ್ಲಿ ಯೂರಿಯಾ ಕೊರತೆಯಾಗಿದೆ ಎಂದು ಕೇಂದ್ರ ಸಚಿವ ವಿ.ಸೋಮಣ್ಣ ಆರೋಪಿಸಿದರು. (781, 184, 911, 217)
story-kicker: ಪುರಗ್ರಾಮದಲ್ಲಿ ಇಂದಿರಾ ಕ್ಯಾಂಟೀನ್ ಉದ್ಘಾಟನೆ | 28 ಫಲಾನುಭವಿಗಳಿಗೆ ಹಕ್ಕುಪತ್ರ ವಿತರಣೆ (32, 1126, 352, 1139)
body-text: ಬಡವರ, ಕೂಲಿ ಕಾರ್ಮಿಕರ ಹಸಿವು ನೀಗಿಸಲು ರಾಜ್ಯ ಸರ್ಕಾರ ಇಂದಿರಾ ಕ್ಯಾಂಟೀನ್ ಆರಂಭಿಸಿದೆ. ಕಡಿಮೆ ದರದಲ್ಲಿ ಗುಣಮಟ್ಟದ ಆಹಾರ ಒದಗಿಸುವುದು ಸರ್ಕಾರದ ಉದ್ದೇಶವಾಗಿದೆ ಎಂದು ಸಚಿವರು ತಿಳಿಸಿದರು. (30, 1186, 198, 1211)
person-figure (464, 166, 534, 312)
dateline: ರಾಮನಗರ: (30, 507, 54, 514)
body-text: ಕ್ಯೂಆರ್ ಕೋಡ್ ಸ್ಕ್ಯಾನ್ ಮಾಡಿಸಿ ಹಣ ವರ್ಗಾಯಿಸಿಕೊಂಡು ವಂಚಿಸಿದ ಪ್ರಕರಣ ದಾಖಲಾಗಿದೆ. (30, 657, 190, 673)
notice-line: ನ್ಯಾಯಾಲಯದ ಆದೇಶದ ಮೇರೆಗೆ (809, 877, 879, 885)
short-news-label: ಕಿರುಸುದ್ದಿ (74, 74, 133, 98)
lamp-icon: ✦ (64, 11, 80, 27)
story-headline: ಪರಸ್ಪರ ಠಾಣೆಯಲ್ಲಿ ದೂರು ದಾಖಲು (255, 399, 627, 437)
section-title: ಪ್ರಾದೇಶಿಕ (492, 13, 578, 46)
logo-text: ಹೊಸ ದಿಗಂತ (84, 10, 151, 28)
caption-title: ರಾಹುಲ್ ಗಾಂಧಿ 'ಬಂಡಲ್ ಬಾಜ್' (437, 316, 551, 327)
person-figure (554, 180, 614, 312)
